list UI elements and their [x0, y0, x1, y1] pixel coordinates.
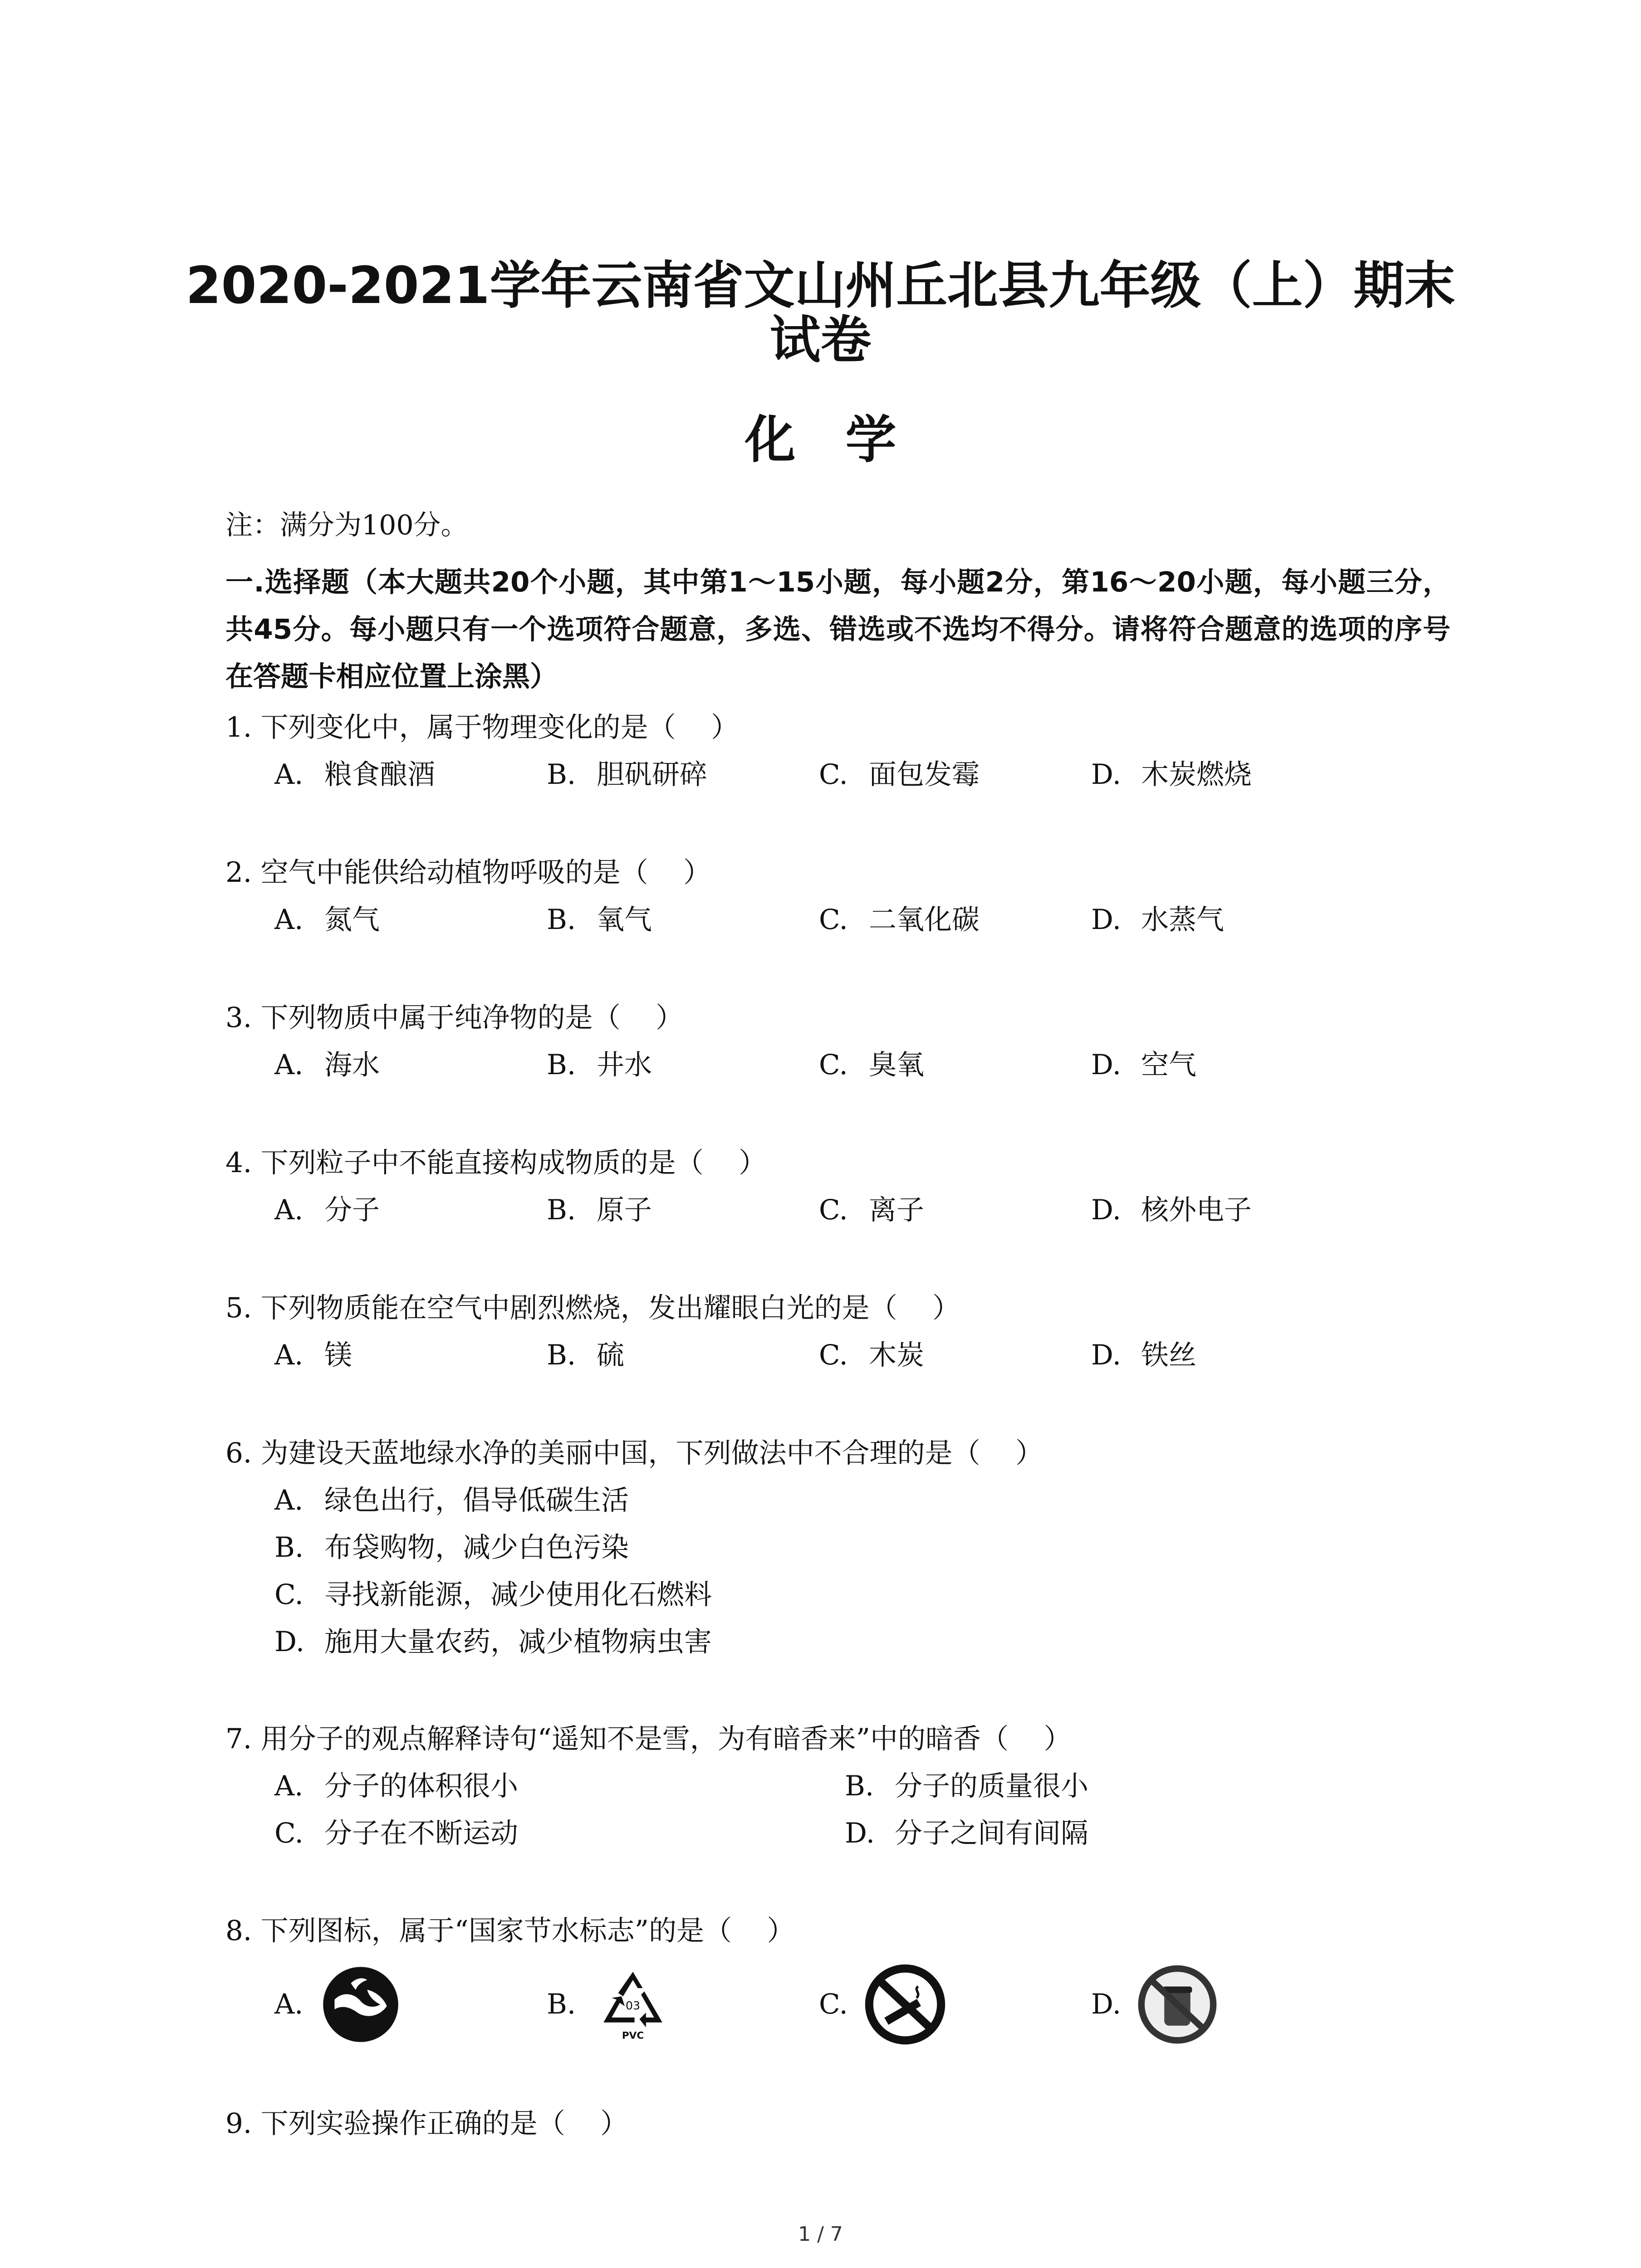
option-b: B. 硫 [547, 1339, 625, 1371]
option-c: C. 分子在不断运动 [274, 1817, 519, 1849]
question-stem: 6. 为建设天蓝地绿水净的美丽中国，下列做法中不合理的是（ ） [225, 1437, 1043, 1469]
question-stem: 9. 下列实验操作正确的是（ ） [225, 2107, 628, 2140]
score-note: 注：满分为100分。 [225, 509, 468, 541]
svg-text:03: 03 [625, 1999, 641, 2012]
option-a: A. 粮食酿酒 [274, 758, 436, 791]
question-4 [225, 1139, 1450, 1234]
question-stem: 3. 下列物质中属于纯净物的是（ ） [225, 1002, 684, 1034]
option-b: B. 03 PVC [547, 1959, 674, 2050]
option-b: B. 井水 [547, 1049, 652, 1081]
option-d: D. 分子之间有间隔 [845, 1817, 1089, 1849]
subject-title: 化学 [745, 411, 946, 469]
question-stem: 8. 下列图标，属于“国家节水标志”的是（ ） [225, 1915, 795, 1947]
option-c: C. 寻找新能源，减少使用化石燃料 [274, 1579, 712, 1611]
question-stem: 4. 下列粒子中不能直接构成物质的是（ ） [225, 1147, 767, 1179]
option-b: B. 胆矾研碎 [547, 758, 708, 791]
option-a: A. 镁 [274, 1339, 353, 1371]
question-stem: 7. 用分子的观点解释诗句“遥知不是雪，为有暗香来”中的暗香（ ） [225, 1723, 1072, 1755]
question-3 [225, 994, 1450, 1089]
question-stem: 2. 空气中能供给动植物呼吸的是（ ） [225, 856, 711, 889]
no-littering-icon [1136, 1964, 1218, 2045]
section-heading: 一.选择题（本大题共20个小题，其中第1～15小题，每小题2分，第16～20小题，每小题三分，共45分。每小题只有一个选项符合题意，多选、错选或不选均不得分。请将符合题意的选项的序号在答题卡相应位置上涂黑） [225, 566, 1450, 693]
exam-title-line2: 试卷 [769, 311, 872, 370]
recycle-pvc-icon [592, 1964, 674, 2045]
option-a: A. 分子的体积很小 [274, 1770, 519, 1802]
option-d: D. 水蒸气 [1091, 904, 1225, 936]
option-a: A. 绿色出行，倡导低碳生活 [274, 1484, 629, 1516]
option-c: C. 离子 [819, 1194, 925, 1226]
page-number: 1 / 7 [798, 2223, 843, 2246]
question-8 [225, 1907, 1450, 2050]
question-2 [225, 849, 1450, 943]
option-b: B. 原子 [547, 1194, 652, 1226]
option-d: D. 核外电子 [1091, 1194, 1252, 1226]
question-stem: 1. 下列变化中，属于物理变化的是（ ） [225, 711, 739, 743]
option-a: A. 分子 [274, 1194, 380, 1226]
exam-title-line1: 2020-2021学年云南省文山州丘北县九年级（上）期末 [186, 256, 1455, 315]
option-b: B. 氧气 [547, 904, 652, 936]
no-smoking-icon [864, 1964, 946, 2045]
question-6 [225, 1430, 1450, 1666]
water-saving-icon [320, 1964, 402, 2045]
option-a: A. 海水 [274, 1049, 380, 1081]
option-c: C. [819, 1959, 946, 2050]
option-b: B. 布袋购物，减少白色污染 [274, 1531, 629, 1564]
option-c: C. 二氧化碳 [819, 904, 980, 936]
svg-text:PVC: PVC [622, 2030, 644, 2042]
question-5 [225, 1285, 1450, 1379]
question-1 [225, 704, 1450, 798]
question-7 [225, 1716, 1450, 1857]
option-d: D. 空气 [1091, 1049, 1197, 1081]
option-b: B. 分子的质量很小 [845, 1770, 1089, 1802]
option-c: C. 木炭 [819, 1339, 925, 1371]
option-d: D. 施用大量农药，减少植物病虫害 [274, 1626, 712, 1658]
question-stem: 5. 下列物质能在空气中剧烈燃烧，发出耀眼白光的是（ ） [225, 1292, 960, 1324]
option-d: D. 木炭燃烧 [1091, 758, 1252, 791]
option-d: D. 铁丝 [1091, 1339, 1197, 1371]
option-a: A. [274, 1959, 402, 2050]
option-c: C. 面包发霉 [819, 758, 980, 791]
option-d: D. [1091, 1959, 1218, 2050]
question-9 [225, 2100, 1450, 2147]
option-c: C. 臭氧 [819, 1049, 925, 1081]
option-a: A. 氮气 [274, 904, 380, 936]
